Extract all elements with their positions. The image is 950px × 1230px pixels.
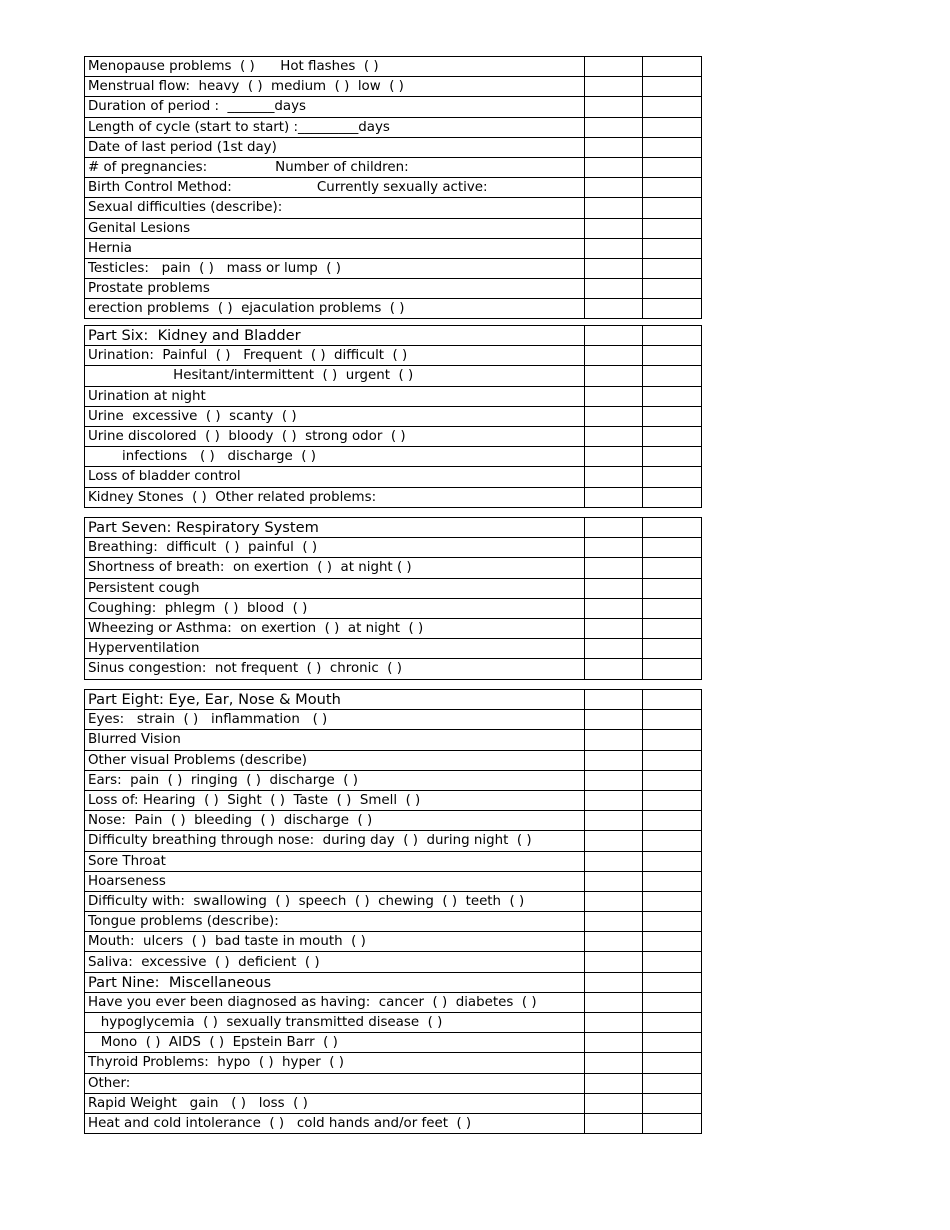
answer-box-1[interactable] [585, 1073, 643, 1093]
answer-box-2[interactable] [643, 447, 702, 467]
question-label: Nose: Pain ( ) bleeding ( ) discharge ( ) [85, 811, 585, 831]
form-row [85, 258, 702, 278]
question-label: Length of cycle (start to start) :_________days [85, 117, 585, 137]
answer-box-2[interactable] [643, 538, 702, 558]
form-row [85, 406, 702, 426]
answer-box-2[interactable] [643, 77, 702, 97]
answer-box-2[interactable] [643, 690, 702, 710]
answer-box-2[interactable] [643, 238, 702, 258]
form-row [85, 578, 702, 598]
form-row [85, 891, 702, 911]
answer-box-1[interactable] [585, 326, 643, 346]
form-row [85, 386, 702, 406]
section-table-kidney-bladder [84, 325, 702, 508]
answer-box-1[interactable] [585, 790, 643, 810]
question-label: Breathing: difficult ( ) painful ( ) [85, 538, 585, 558]
section-table-eye-ear-nose-mouth-misc [84, 689, 702, 1134]
answer-box-1[interactable] [585, 97, 643, 117]
form-row [85, 770, 702, 790]
answer-box-2[interactable] [643, 831, 702, 851]
question-label: Other: [85, 1073, 585, 1093]
answer-box-2[interactable] [643, 598, 702, 618]
form-row [85, 790, 702, 810]
answer-box-2[interactable] [643, 326, 702, 346]
section-table-reproductive [84, 56, 702, 319]
question-label: Ears: pain ( ) ringing ( ) discharge ( ) [85, 770, 585, 790]
question-label: Urine discolored ( ) bloody ( ) strong odor ( ) [85, 426, 585, 446]
question-label: Sinus congestion: not frequent ( ) chronic ( ) [85, 659, 585, 679]
question-label: Saliva: excessive ( ) deficient ( ) [85, 952, 585, 972]
answer-box-2[interactable] [643, 279, 702, 299]
question-label: Mouth: ulcers ( ) bad taste in mouth ( ) [85, 932, 585, 952]
form-row [85, 538, 702, 558]
section-title: Part Seven: Respiratory System [85, 518, 585, 538]
form-row [85, 299, 702, 319]
section-header-row [85, 518, 702, 538]
question-label: Persistent cough [85, 578, 585, 598]
answer-box-2[interactable] [643, 137, 702, 157]
form-row [85, 1073, 702, 1093]
answer-box-2[interactable] [643, 558, 702, 578]
answer-box-1[interactable] [585, 366, 643, 386]
answer-box-2[interactable] [643, 366, 702, 386]
answer-box-2[interactable] [643, 487, 702, 507]
form-row [85, 346, 702, 366]
question-label: Date of last period (1st day) [85, 137, 585, 157]
section-header-row [85, 326, 702, 346]
answer-box-2[interactable] [643, 258, 702, 278]
answer-box-2[interactable] [643, 1073, 702, 1093]
answer-box-1[interactable] [585, 558, 643, 578]
answer-box-1[interactable] [585, 77, 643, 97]
question-label: Thyroid Problems: hypo ( ) hyper ( ) [85, 1053, 585, 1073]
question-label: Eyes: strain ( ) inflammation ( ) [85, 710, 585, 730]
section-title: Part Nine: Miscellaneous [85, 972, 585, 992]
form-row [85, 279, 702, 299]
answer-box-1[interactable] [585, 1013, 643, 1033]
question-label: Hesitant/intermittent ( ) urgent ( ) [85, 366, 585, 386]
answer-box-2[interactable] [643, 218, 702, 238]
question-label: Prostate problems [85, 279, 585, 299]
answer-box-1[interactable] [585, 730, 643, 750]
question-label: infections ( ) discharge ( ) [85, 447, 585, 467]
form-row [85, 618, 702, 638]
answer-box-1[interactable] [585, 538, 643, 558]
answer-box-2[interactable] [643, 1013, 702, 1033]
form-row [85, 366, 702, 386]
form-row [85, 558, 702, 578]
form-row [85, 710, 702, 730]
answer-box-2[interactable] [643, 1053, 702, 1073]
answer-box-2[interactable] [643, 618, 702, 638]
answer-box-2[interactable] [643, 518, 702, 538]
answer-box-2[interactable] [643, 1113, 702, 1133]
question-label: Coughing: phlegm ( ) blood ( ) [85, 598, 585, 618]
answer-box-2[interactable] [643, 730, 702, 750]
question-label: Testicles: pain ( ) mass or lump ( ) [85, 258, 585, 278]
answer-box-1[interactable] [585, 198, 643, 218]
form-row [85, 97, 702, 117]
question-label: Loss of bladder control [85, 467, 585, 487]
answer-box-2[interactable] [643, 750, 702, 770]
question-label: Wheezing or Asthma: on exertion ( ) at night ( ) [85, 618, 585, 638]
form-row [85, 1033, 702, 1053]
answer-box-1[interactable] [585, 467, 643, 487]
answer-box-1[interactable] [585, 639, 643, 659]
form-row [85, 1053, 702, 1073]
question-label: Difficulty breathing through nose: during day ( ) during night ( ) [85, 831, 585, 851]
answer-box-1[interactable] [585, 831, 643, 851]
form-row [85, 178, 702, 198]
form-row [85, 932, 702, 952]
answer-box-2[interactable] [643, 1033, 702, 1053]
answer-box-1[interactable] [585, 912, 643, 932]
answer-box-2[interactable] [643, 912, 702, 932]
answer-box-1[interactable] [585, 851, 643, 871]
question-label: Birth Control Method: Currently sexually active: [85, 178, 585, 198]
answer-box-2[interactable] [643, 659, 702, 679]
answer-box-2[interactable] [643, 811, 702, 831]
question-label: Kidney Stones ( ) Other related problems: [85, 487, 585, 507]
answer-box-1[interactable] [585, 406, 643, 426]
answer-box-2[interactable] [643, 790, 702, 810]
question-label: Tongue problems (describe): [85, 912, 585, 932]
section-title: Part Eight: Eye, Ear, Nose & Mouth [85, 690, 585, 710]
answer-box-1[interactable] [585, 238, 643, 258]
answer-box-2[interactable] [643, 117, 702, 137]
question-label: Blurred Vision [85, 730, 585, 750]
answer-box-1[interactable] [585, 618, 643, 638]
answer-box-1[interactable] [585, 487, 643, 507]
answer-box-1[interactable] [585, 598, 643, 618]
question-label: Hyperventilation [85, 639, 585, 659]
question-label: Duration of period : _______days [85, 97, 585, 117]
answer-box-2[interactable] [643, 770, 702, 790]
form-row [85, 157, 702, 177]
form-row [85, 598, 702, 618]
answer-box-1[interactable] [585, 1033, 643, 1053]
answer-box-1[interactable] [585, 117, 643, 137]
form-row [85, 77, 702, 97]
answer-box-2[interactable] [643, 467, 702, 487]
form-row [85, 447, 702, 467]
question-label: Loss of: Hearing ( ) Sight ( ) Taste ( ) Smell ( ) [85, 790, 585, 810]
answer-box-2[interactable] [643, 952, 702, 972]
answer-box-1[interactable] [585, 578, 643, 598]
form-row [85, 750, 702, 770]
question-label: Urine excessive ( ) scanty ( ) [85, 406, 585, 426]
answer-box-1[interactable] [585, 952, 643, 972]
form-row [85, 117, 702, 137]
question-label: erection problems ( ) ejaculation problems ( ) [85, 299, 585, 319]
question-label: Shortness of breath: on exertion ( ) at night ( ) [85, 558, 585, 578]
form-row [85, 137, 702, 157]
question-label: Urination: Painful ( ) Frequent ( ) difficult ( ) [85, 346, 585, 366]
answer-box-2[interactable] [643, 386, 702, 406]
form-row [85, 1093, 702, 1113]
answer-box-2[interactable] [643, 1093, 702, 1113]
answer-box-1[interactable] [585, 346, 643, 366]
question-label: Other visual Problems (describe) [85, 750, 585, 770]
answer-box-1[interactable] [585, 157, 643, 177]
answer-box-1[interactable] [585, 1053, 643, 1073]
answer-box-2[interactable] [643, 932, 702, 952]
form-row [85, 811, 702, 831]
answer-box-2[interactable] [643, 406, 702, 426]
form-row [85, 912, 702, 932]
answer-box-2[interactable] [643, 992, 702, 1012]
answer-box-1[interactable] [585, 299, 643, 319]
answer-box-1[interactable] [585, 218, 643, 238]
answer-box-1[interactable] [585, 57, 643, 77]
answer-box-1[interactable] [585, 426, 643, 446]
answer-box-1[interactable] [585, 659, 643, 679]
question-label: Have you ever been diagnosed as having: cancer ( ) diabetes ( ) [85, 992, 585, 1012]
form-row [85, 426, 702, 446]
answer-box-1[interactable] [585, 1093, 643, 1113]
question-label: Urination at night [85, 386, 585, 406]
answer-box-2[interactable] [643, 710, 702, 730]
question-label: Genital Lesions [85, 218, 585, 238]
answer-box-2[interactable] [643, 871, 702, 891]
answer-box-1[interactable] [585, 871, 643, 891]
question-label: hypoglycemia ( ) sexually transmitted disease ( ) [85, 1013, 585, 1033]
answer-box-1[interactable] [585, 386, 643, 406]
section-table-respiratory [84, 517, 702, 680]
question-label: Mono ( ) AIDS ( ) Epstein Barr ( ) [85, 1033, 585, 1053]
answer-box-1[interactable] [585, 710, 643, 730]
question-label: Menstrual flow: heavy ( ) medium ( ) low ( ) [85, 77, 585, 97]
answer-box-1[interactable] [585, 770, 643, 790]
answer-box-1[interactable] [585, 992, 643, 1012]
section-header-row [85, 972, 702, 992]
form-row [85, 831, 702, 851]
answer-box-2[interactable] [643, 639, 702, 659]
answer-box-1[interactable] [585, 932, 643, 952]
answer-box-2[interactable] [643, 198, 702, 218]
answer-box-1[interactable] [585, 447, 643, 467]
answer-box-2[interactable] [643, 57, 702, 77]
form-row [85, 851, 702, 871]
answer-box-1[interactable] [585, 811, 643, 831]
answer-box-2[interactable] [643, 157, 702, 177]
answer-box-2[interactable] [643, 299, 702, 319]
section-header-row [85, 690, 702, 710]
form-row [85, 57, 702, 77]
answer-box-2[interactable] [643, 426, 702, 446]
answer-box-1[interactable] [585, 137, 643, 157]
answer-box-2[interactable] [643, 97, 702, 117]
answer-box-2[interactable] [643, 891, 702, 911]
answer-box-1[interactable] [585, 891, 643, 911]
form-row [85, 467, 702, 487]
answer-box-1[interactable] [585, 178, 643, 198]
form-row [85, 659, 702, 679]
question-label: Heat and cold intolerance ( ) cold hands and/or feet ( ) [85, 1113, 585, 1133]
form-row [85, 1113, 702, 1133]
form-row [85, 992, 702, 1012]
answer-box-2[interactable] [643, 346, 702, 366]
question-label: # of pregnancies: Number of children: [85, 157, 585, 177]
form-row [85, 730, 702, 750]
answer-box-2[interactable] [643, 972, 702, 992]
answer-box-1[interactable] [585, 1113, 643, 1133]
form-row [85, 218, 702, 238]
answer-box-1[interactable] [585, 750, 643, 770]
answer-box-1[interactable] [585, 279, 643, 299]
answer-box-2[interactable] [643, 851, 702, 871]
answer-box-1[interactable] [585, 972, 643, 992]
answer-box-2[interactable] [643, 178, 702, 198]
question-label: Rapid Weight gain ( ) loss ( ) [85, 1093, 585, 1113]
form-row [85, 487, 702, 507]
question-label: Hernia [85, 238, 585, 258]
answer-box-1[interactable] [585, 690, 643, 710]
form-row [85, 871, 702, 891]
answer-box-1[interactable] [585, 518, 643, 538]
question-label: Hoarseness [85, 871, 585, 891]
form-row [85, 952, 702, 972]
question-label: Difficulty with: swallowing ( ) speech ( ) chewing ( ) teeth ( ) [85, 891, 585, 911]
question-label: Menopause problems ( ) Hot flashes ( ) [85, 57, 585, 77]
answer-box-1[interactable] [585, 258, 643, 278]
section-title: Part Six: Kidney and Bladder [85, 326, 585, 346]
answer-box-2[interactable] [643, 578, 702, 598]
form-row [85, 1013, 702, 1033]
form-row [85, 198, 702, 218]
form-row [85, 238, 702, 258]
question-label: Sore Throat [85, 851, 585, 871]
question-label: Sexual difficulties (describe): [85, 198, 585, 218]
form-row [85, 639, 702, 659]
